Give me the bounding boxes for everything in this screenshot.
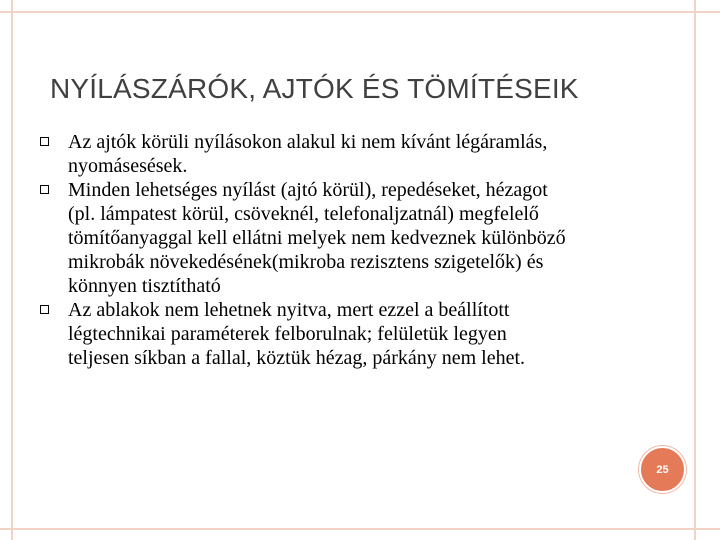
page-number-badge: 25 [639, 446, 686, 493]
square-bullet-icon [40, 185, 49, 194]
square-bullet-icon [40, 305, 49, 314]
bullet-list [40, 130, 640, 370]
slide-border-top [0, 11, 720, 13]
slide-border-right [694, 0, 696, 540]
bullet-item [40, 178, 640, 298]
bullet-line: légtechnikai paraméterek felborulnak; felületük legyen [68, 323, 507, 345]
bullet-line: nyomásesések. [68, 155, 188, 177]
slide-border-bottom [0, 528, 720, 530]
bullet-line: Minden lehetséges nyílást (ajtó körül), repedéseket, hézagot [68, 179, 548, 201]
bullet-line: teljesen síkban a fallal, köztük hézag, párkány nem lehet. [68, 347, 526, 369]
bullet-line: Az ajtók körüli nyílásokon alakul ki nem kívánt légáramlás, [68, 131, 548, 153]
bullet-item [40, 298, 640, 370]
bullet-line: (pl. lámpatest körül, csöveknél, telefonaljzatnál) megfelelő [68, 203, 539, 225]
bullet-item [40, 130, 640, 178]
square-bullet-icon [40, 137, 49, 146]
slide-title: NYÍLÁSZÁRÓK, AJTÓK ÉS TÖMÍTÉSEIK [50, 73, 579, 104]
slide-border-left [11, 0, 13, 540]
bullet-line: tömítőanyaggal kell ellátni melyek nem kedveznek különböző [68, 227, 566, 249]
bullet-line: Az ablakok nem lehetnek nyitva, mert ezzel a beállított [68, 299, 510, 321]
bullet-line: könnyen tisztítható [68, 275, 221, 297]
bullet-line: mikrobák növekedésének(mikroba rezisztens szigetelők) és [68, 251, 544, 273]
